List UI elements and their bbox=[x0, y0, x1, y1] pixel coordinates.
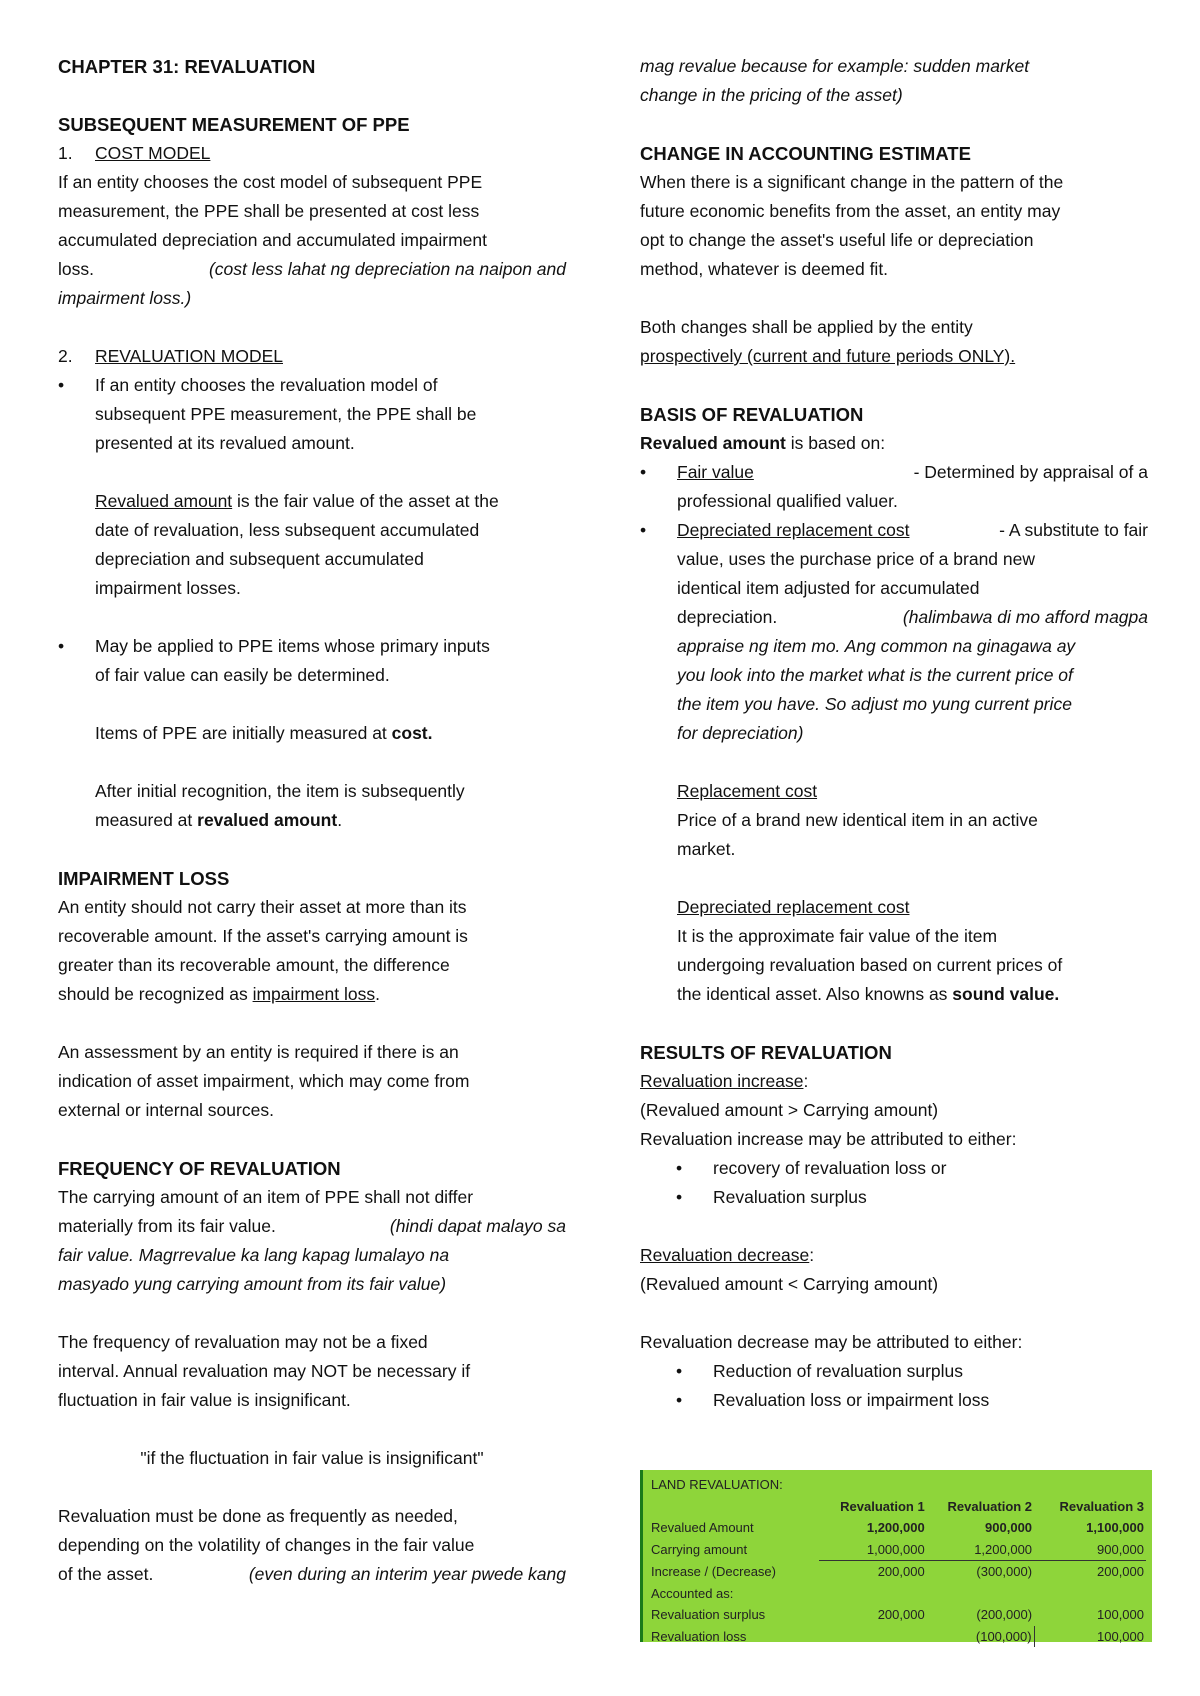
table-cell: 900,000 bbox=[1097, 1541, 1144, 1557]
row-label: Carrying amount bbox=[651, 1541, 748, 1557]
continued-note-line: mag revalue because for example: sudden market bbox=[640, 56, 1030, 76]
fair-value-line: professional qualified valuer. bbox=[677, 491, 898, 511]
based-on-line bbox=[640, 429, 1148, 458]
frequency-must-line bbox=[58, 1560, 566, 1589]
bullet-line: of fair value can easily be determined. bbox=[95, 665, 390, 685]
based-on-bold: Revalued amount bbox=[640, 433, 786, 453]
decrease-title-line bbox=[640, 1241, 1148, 1270]
impairment-line: recoverable amount. If the asset's carrying amount is bbox=[58, 926, 468, 946]
land-table-title: LAND REVALUATION: bbox=[651, 1477, 783, 1492]
increase-colon: : bbox=[803, 1071, 809, 1091]
replacement-cost-line: Price of a brand new identical item in an active bbox=[677, 810, 1038, 830]
table-cell: (200,000) bbox=[976, 1607, 1033, 1622]
increase-formula: (Revalued amount > Carrying amount) bbox=[640, 1100, 939, 1120]
cost-model-loss: loss. bbox=[58, 259, 94, 279]
fair-value-text: - Determined by appraisal of a bbox=[913, 462, 1148, 482]
frequency-note-line: masyado yung carrying amount from its fair value) bbox=[58, 1274, 447, 1294]
initial-text: Items of PPE are initially measured at bbox=[95, 723, 392, 743]
column-header: Revaluation 3 bbox=[1059, 1498, 1144, 1514]
table-cell: 900,000 bbox=[985, 1520, 1033, 1535]
frequency-note: (hindi dapat malayo sa bbox=[389, 1216, 566, 1236]
table-row bbox=[649, 1604, 1146, 1626]
table-row bbox=[649, 1539, 1146, 1561]
decrease-attribution: Revaluation decrease may be attributed to either: bbox=[640, 1332, 1023, 1352]
list-item-text: recovery of revaluation loss or bbox=[713, 1158, 947, 1178]
drc-line bbox=[677, 603, 1148, 632]
bullet-line: presented at its revalued amount. bbox=[95, 433, 355, 453]
table-cell bbox=[927, 1583, 1034, 1605]
frequency-quote: "if the fluctuation in fair value is insignificant" bbox=[140, 1448, 484, 1468]
left-column bbox=[58, 52, 566, 1589]
bullet-icon: • bbox=[676, 1158, 683, 1178]
row-label: Accounted as: bbox=[651, 1585, 734, 1601]
assessment-line: An assessment by an entity is required if there is an bbox=[58, 1042, 459, 1062]
table-row bbox=[649, 1561, 1146, 1583]
drc-line: value, uses the purchase price of a brand new bbox=[677, 549, 1035, 569]
bullet-item bbox=[640, 458, 1148, 516]
cost-model-line: accumulated depreciation and accumulated impairment bbox=[58, 230, 487, 250]
definition-line: impairment losses. bbox=[95, 578, 241, 598]
list-item bbox=[640, 1183, 1148, 1212]
land-revaluation-table bbox=[640, 1470, 1152, 1642]
assessment-line: indication of asset impairment, which may come from bbox=[58, 1071, 470, 1091]
frequency-must-note: (even during an interim year pwede kang bbox=[248, 1564, 566, 1584]
both-changes-line bbox=[640, 313, 1148, 342]
table-cell: (300,000) bbox=[927, 1561, 1034, 1583]
column-header: Revaluation 2 bbox=[947, 1498, 1033, 1514]
impairment-term: impairment loss bbox=[252, 984, 376, 1004]
cost-model-line bbox=[58, 255, 566, 284]
decrease-colon: : bbox=[809, 1245, 815, 1265]
definition-line bbox=[95, 545, 566, 574]
impairment-line: An entity should not carry their asset at more than its bbox=[58, 897, 467, 917]
table-row bbox=[649, 1517, 1146, 1539]
drc-definition-title: Depreciated replacement cost bbox=[677, 897, 910, 917]
frequency-must-text: of the asset. bbox=[58, 1564, 154, 1584]
increase-title: Revaluation increase bbox=[640, 1071, 804, 1091]
estimate-line: method, whatever is deemed fit. bbox=[640, 259, 889, 279]
bullet-line: If an entity chooses the revaluation model of bbox=[95, 375, 438, 395]
table-cell: (100,000) bbox=[927, 1626, 1034, 1648]
bullet-icon: • bbox=[676, 1390, 683, 1410]
frequency-fixed-line: The frequency of revaluation may not be a fixed bbox=[58, 1332, 428, 1352]
replacement-cost-line: market. bbox=[677, 839, 736, 859]
list-item bbox=[640, 1386, 1148, 1415]
drc-definition-text: the identical asset. Also knowns as bbox=[677, 984, 953, 1004]
drc-note-line: appraise ng item mo. Ang common na ginagawa ay bbox=[677, 636, 1076, 656]
based-on-text: is based on: bbox=[785, 433, 886, 453]
bullet-icon: • bbox=[58, 375, 65, 395]
fair-value-line bbox=[677, 458, 1148, 487]
impairment-line: greater than its recoverable amount, the difference bbox=[58, 955, 450, 975]
drc-definition-line: undergoing revaluation based on current prices of bbox=[677, 955, 1063, 975]
table-cell: 1,200,000 bbox=[974, 1541, 1033, 1557]
impairment-suffix: . bbox=[375, 984, 380, 1004]
estimate-line: opt to change the asset's useful life or depreciation bbox=[640, 230, 1034, 250]
frequency-line bbox=[58, 1212, 566, 1241]
table-cell bbox=[1034, 1583, 1146, 1605]
drc-definition-line bbox=[677, 980, 1148, 1009]
row-label: Revalued Amount bbox=[651, 1520, 754, 1535]
accounting-estimate-heading: CHANGE IN ACCOUNTING ESTIMATE bbox=[640, 143, 971, 164]
frequency-fixed-line: interval. Annual revaluation may NOT be necessary if bbox=[58, 1361, 471, 1381]
bullet-icon: • bbox=[58, 636, 65, 656]
frequency-note-line: fair value. Magrrevalue ka lang kapag lumalayo na bbox=[58, 1245, 450, 1265]
definition-text: is the fair value of the asset at the bbox=[232, 491, 499, 511]
estimate-line: future economic benefits from the asset, an entity may bbox=[640, 201, 1061, 221]
frequency-text: materially from its fair value. bbox=[58, 1216, 276, 1236]
definition-line-text: depreciation and subsequent accumulated bbox=[95, 549, 424, 569]
drc-note-line: the item you have. So adjust mo yung current price bbox=[677, 694, 1072, 714]
row-label: Revaluation loss bbox=[651, 1628, 747, 1644]
impairment-line bbox=[58, 980, 566, 1009]
decrease-title: Revaluation decrease bbox=[640, 1245, 810, 1265]
bullet-line: May be applied to PPE items whose primary inputs bbox=[95, 636, 490, 656]
both-changes-text: Both changes shall be applied by the entity bbox=[640, 317, 973, 337]
table-row bbox=[649, 1583, 1146, 1605]
row-label: Revaluation surplus bbox=[651, 1607, 766, 1622]
table-cell: 200,000 bbox=[877, 1607, 925, 1622]
list-item-text: Revaluation surplus bbox=[713, 1187, 867, 1207]
drc-depreciation: depreciation. bbox=[677, 607, 778, 627]
cost-model-note-end: impairment loss.) bbox=[58, 288, 192, 308]
cost-model-number: 1. bbox=[58, 143, 73, 163]
after-recognition-line: After initial recognition, the item is subsequently bbox=[95, 781, 465, 801]
subsequent-measurement-heading: SUBSEQUENT MEASUREMENT OF PPE bbox=[58, 114, 410, 135]
frequency-fixed-line: fluctuation in fair value is insignificant. bbox=[58, 1390, 351, 1410]
bullet-icon: • bbox=[676, 1361, 683, 1381]
bullet-line: subsequent PPE measurement, the PPE shall be bbox=[95, 404, 477, 424]
drc-note-line: for depreciation) bbox=[677, 723, 804, 743]
revaluation-model-number: 2. bbox=[58, 346, 73, 366]
table-cell: 100,000 bbox=[1097, 1607, 1144, 1622]
drc-line bbox=[677, 574, 1148, 603]
after-bold: revalued amount bbox=[197, 810, 338, 830]
continued-note-line: change in the pricing of the asset) bbox=[640, 85, 903, 105]
increase-attribution: Revaluation increase may be attributed to either: bbox=[640, 1129, 1017, 1149]
revalued-amount-term: Revalued amount bbox=[95, 491, 233, 511]
revaluation-model-title: REVALUATION MODEL bbox=[95, 346, 283, 366]
prospective-line: prospectively (current and future periods ONLY). bbox=[640, 346, 1016, 366]
bullet-icon: • bbox=[676, 1187, 683, 1207]
table-row bbox=[649, 1626, 1146, 1648]
table-cell: 200,000 bbox=[819, 1561, 926, 1583]
bullet-item bbox=[58, 371, 566, 458]
bullet-item bbox=[640, 516, 1148, 1009]
drc-line-text: identical item adjusted for accumulated bbox=[677, 578, 980, 598]
revalued-amount-definition bbox=[58, 487, 566, 603]
right-column bbox=[640, 52, 1148, 1415]
drc-term: Depreciated replacement cost bbox=[677, 520, 910, 540]
cost-model-note: (cost less lahat ng depreciation na naipon and bbox=[208, 259, 566, 279]
list-item bbox=[640, 1357, 1148, 1386]
list-item-text: Revaluation loss or impairment loss bbox=[713, 1390, 990, 1410]
estimate-line: When there is a significant change in the pattern of the bbox=[640, 172, 1064, 192]
list-item-text: Reduction of revaluation surplus bbox=[713, 1361, 964, 1381]
cost-model-title: COST MODEL bbox=[95, 143, 211, 163]
initial-measurement bbox=[58, 719, 566, 748]
assessment-line: external or internal sources. bbox=[58, 1100, 274, 1120]
replacement-cost-title: Replacement cost bbox=[677, 781, 818, 801]
frequency-heading: FREQUENCY OF REVALUATION bbox=[58, 1158, 341, 1179]
basis-heading: BASIS OF REVALUATION bbox=[640, 404, 864, 425]
frequency-must-line: Revaluation must be done as frequently as needed, bbox=[58, 1506, 458, 1526]
bullet-item bbox=[58, 632, 566, 690]
drc-definition-line: It is the approximate fair value of the item bbox=[677, 926, 998, 946]
table-cell bbox=[819, 1583, 926, 1605]
table-cell bbox=[819, 1626, 926, 1648]
revaluation-model-item bbox=[58, 342, 566, 371]
bullet-icon: • bbox=[640, 520, 647, 540]
table-cell: 1,200,000 bbox=[866, 1520, 925, 1535]
decrease-formula: (Revalued amount < Carrying amount) bbox=[640, 1274, 939, 1294]
drc-note: (halimbawa di mo afford magpa bbox=[902, 607, 1148, 627]
frequency-must-line: depending on the volatility of changes in the fair value bbox=[58, 1535, 475, 1555]
table-cell: 100,000 bbox=[1097, 1628, 1144, 1644]
chapter-title: CHAPTER 31: REVALUATION bbox=[58, 56, 316, 77]
column-header: Revaluation 1 bbox=[840, 1498, 925, 1514]
bullet-icon: • bbox=[640, 462, 647, 482]
cost-model-item bbox=[58, 139, 566, 168]
cost-model-line: measurement, the PPE shall be presented at cost less bbox=[58, 201, 480, 221]
frequency-line: The carrying amount of an item of PPE shall not differ bbox=[58, 1187, 474, 1207]
list-item bbox=[640, 1154, 1148, 1183]
table-cell: 200,000 bbox=[1034, 1561, 1146, 1583]
row-label: Increase / (Decrease) bbox=[651, 1563, 776, 1579]
after-suffix: . bbox=[337, 810, 343, 830]
after-recognition-line bbox=[58, 806, 566, 835]
drc-text: - A substitute to fair bbox=[999, 520, 1148, 540]
impairment-loss-heading: IMPAIRMENT LOSS bbox=[58, 868, 230, 889]
initial-bold: cost. bbox=[391, 723, 433, 743]
results-heading: RESULTS OF REVALUATION bbox=[640, 1042, 892, 1063]
drc-note-line: you look into the market what is the current price of bbox=[677, 665, 1073, 685]
after-text: measured at bbox=[95, 810, 198, 830]
sound-value-bold: sound value. bbox=[952, 984, 1060, 1004]
table-cell: 1,100,000 bbox=[1086, 1520, 1144, 1535]
fair-value-term: Fair value bbox=[677, 462, 754, 482]
increase-title-line bbox=[640, 1067, 1148, 1096]
definition-line: date of revaluation, less subsequent accumulated bbox=[95, 520, 480, 540]
cost-model-line: If an entity chooses the cost model of subsequent PPE bbox=[58, 172, 483, 192]
drc-line bbox=[677, 516, 1148, 545]
table-cell: 1,000,000 bbox=[866, 1541, 925, 1557]
impairment-text: should be recognized as bbox=[58, 984, 253, 1004]
